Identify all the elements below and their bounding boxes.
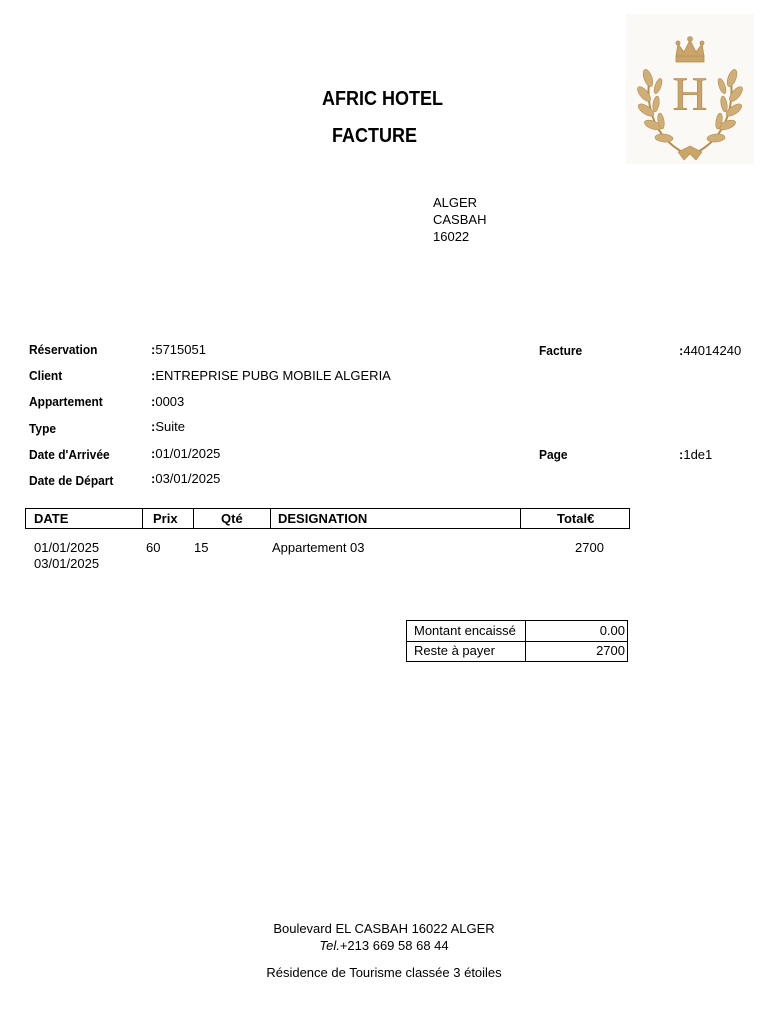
invoice-label: Facture xyxy=(539,343,583,358)
amount-paid-label: Montant encaissé xyxy=(414,623,516,638)
arrival-label: Date d'Arrivée xyxy=(29,447,110,462)
row-qty: 15 xyxy=(194,540,209,555)
footer-rating: Résidence de Tourisme classée 3 étoiles xyxy=(266,965,502,980)
hotel-name: AFRIC HOTEL xyxy=(322,88,443,110)
row-designation: Appartement 03 xyxy=(272,540,365,555)
apartment-label: Appartement xyxy=(29,394,103,409)
type-value: :Suite xyxy=(151,419,185,434)
apartment-value: :0003 xyxy=(151,394,185,409)
hotel-logo xyxy=(626,14,754,164)
amount-paid-value: 0.00 xyxy=(599,623,625,638)
row-date-start: 01/01/2025 xyxy=(34,540,100,555)
footer-address: Boulevard EL CASBAH 16022 ALGER xyxy=(273,921,495,936)
totals-box xyxy=(406,620,628,662)
totals-row xyxy=(407,641,627,661)
remaining-label: Reste à payer xyxy=(414,643,495,658)
logo-letter: H xyxy=(672,68,708,121)
invoice-table-header xyxy=(25,508,630,529)
row-total: 2700 xyxy=(575,540,604,555)
col-header-designation: DESIGNATION xyxy=(278,511,368,526)
col-header-total: Total€ xyxy=(557,511,595,526)
page-label: Page xyxy=(539,447,568,462)
row-date-end: 03/01/2025 xyxy=(34,556,100,571)
client-label: Client xyxy=(29,368,63,383)
col-header-qty: Qté xyxy=(221,511,243,526)
col-header-date: DATE xyxy=(34,511,69,526)
departure-label: Date de Départ xyxy=(29,473,114,488)
address-line: 16022 xyxy=(433,229,470,244)
type-label: Type xyxy=(29,421,57,436)
document-title: FACTURE xyxy=(332,125,418,147)
reservation-value: :5715051 xyxy=(151,342,206,357)
table-row xyxy=(0,540,768,574)
row-price: 60 xyxy=(146,540,161,555)
client-value: :ENTREPRISE PUBG MOBILE ALGERIA xyxy=(151,368,391,383)
invoice-value: :44014240 xyxy=(679,343,742,358)
laurel-crown-logo-icon xyxy=(626,14,754,164)
col-header-price: Prix xyxy=(153,511,178,526)
address-line: CASBAH xyxy=(433,212,487,227)
address-line: ALGER xyxy=(433,195,478,210)
hotel-address xyxy=(433,194,486,245)
reservation-label: Réservation xyxy=(29,342,98,357)
departure-value: :03/01/2025 xyxy=(151,471,221,486)
totals-row xyxy=(407,621,627,641)
footer-phone: Tel.+213 669 58 68 44 xyxy=(319,938,449,953)
remaining-value: 2700 xyxy=(596,643,625,658)
page-value: :1de1 xyxy=(679,447,713,462)
arrival-value: :01/01/2025 xyxy=(151,446,221,461)
